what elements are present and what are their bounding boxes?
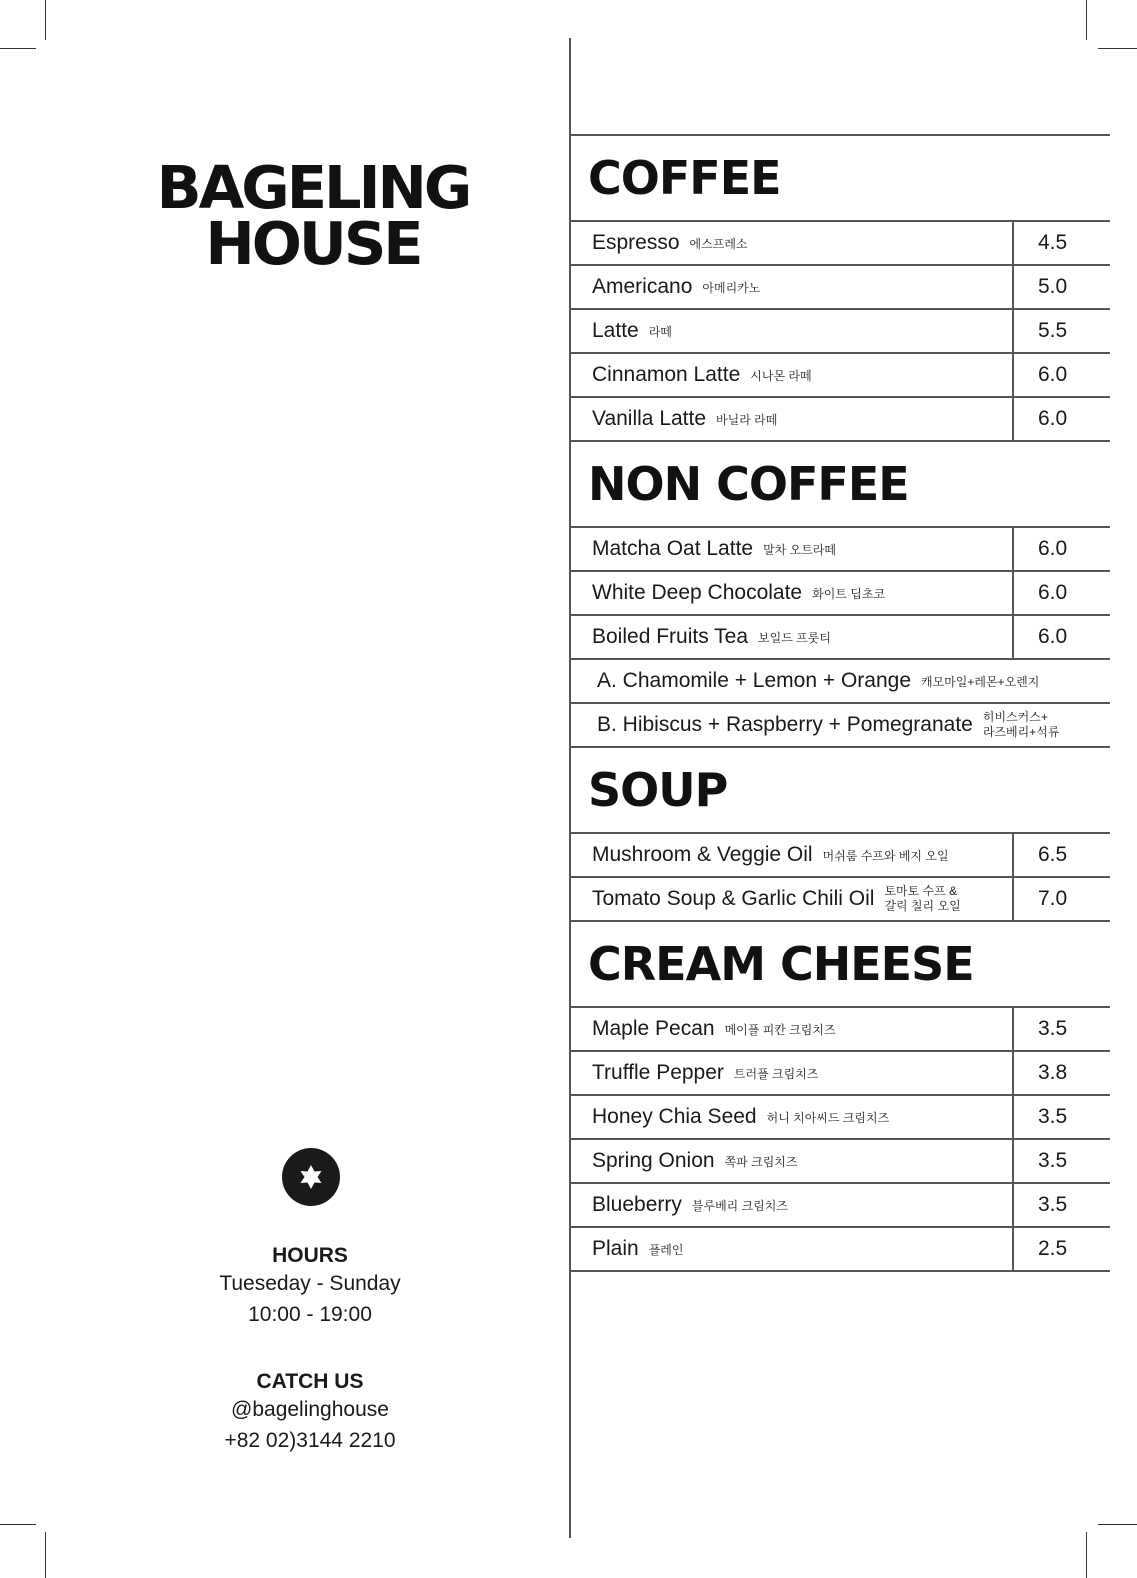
menu-board bbox=[570, 134, 1110, 1272]
menu-item-name: Mushroom & Veggie Oil bbox=[592, 843, 813, 866]
menu-item-name-cell bbox=[570, 398, 1014, 440]
menu-option-name-cell bbox=[570, 704, 1110, 746]
menu-item-name-cell bbox=[570, 1096, 1014, 1138]
menu-item-korean: 블루베리 크림치즈 bbox=[691, 1198, 788, 1213]
menu-item-row bbox=[570, 1184, 1110, 1228]
category-header bbox=[570, 922, 1110, 1008]
menu-item-korean: 시나몬 라떼 bbox=[750, 368, 812, 383]
menu-item-name-cell bbox=[570, 354, 1014, 396]
menu-item-korean-line-1: 토마토 수프 & bbox=[884, 884, 958, 898]
star-icon bbox=[296, 1162, 326, 1192]
menu-item-row bbox=[570, 266, 1110, 310]
crop-mark bbox=[1086, 1532, 1087, 1578]
menu-item-row bbox=[570, 572, 1110, 616]
menu-item-price: 6.0 bbox=[1038, 407, 1068, 430]
menu-item-name-cell bbox=[570, 572, 1014, 614]
menu-item-korean: 머쉬룸 수프와 베지 오일 bbox=[822, 848, 949, 863]
menu-item-name-cell bbox=[570, 266, 1014, 308]
menu-item-price: 6.0 bbox=[1038, 537, 1068, 560]
hours-title: HOURS bbox=[272, 1244, 348, 1267]
menu-item-name: Boiled Fruits Tea bbox=[592, 625, 749, 648]
menu-item-korean: 플레인 bbox=[648, 1242, 684, 1257]
category-title: SOUP bbox=[588, 763, 728, 817]
menu-item-row bbox=[570, 398, 1110, 442]
menu-item-korean: 아메리카노 bbox=[702, 280, 761, 295]
menu-option-korean-line-1: 히비스커스+ bbox=[982, 710, 1048, 724]
menu-item-name-cell bbox=[570, 1052, 1014, 1094]
menu-item-price: 6.5 bbox=[1038, 843, 1068, 866]
menu-item-korean: 말차 오트라떼 bbox=[763, 542, 836, 557]
menu-item-korean: 라떼 bbox=[648, 324, 672, 339]
menu-option-name: B. Hibiscus + Raspberry + Pomegranate bbox=[597, 713, 973, 736]
menu-item-korean: 화이트 딥초코 bbox=[812, 586, 886, 601]
menu-item-name: Blueberry bbox=[592, 1193, 682, 1216]
menu-item-korean: 메이플 피칸 크림치즈 bbox=[724, 1022, 836, 1037]
menu-item-price: 3.5 bbox=[1038, 1017, 1068, 1040]
menu-item-name-cell bbox=[570, 528, 1014, 570]
menu-item-price: 6.0 bbox=[1038, 625, 1068, 648]
category-title: COFFEE bbox=[588, 151, 781, 205]
menu-item-name: Truffle Pepper bbox=[592, 1061, 724, 1084]
crop-mark bbox=[45, 0, 46, 40]
menu-option-korean: 캐모마일+레몬+오렌지 bbox=[921, 674, 1040, 689]
category-title: CREAM CHEESE bbox=[588, 937, 974, 991]
contact-title: CATCH US bbox=[256, 1370, 364, 1393]
menu-item-price: 5.0 bbox=[1038, 275, 1068, 298]
menu-item-name-cell bbox=[570, 878, 1014, 920]
menu-item-name: White Deep Chocolate bbox=[592, 581, 803, 604]
phone-number[interactable]: +82 02)3144 2210 bbox=[224, 1429, 396, 1452]
menu-item-price: 7.0 bbox=[1038, 887, 1068, 910]
menu-item-row bbox=[570, 1228, 1110, 1272]
menu-item-row bbox=[570, 528, 1110, 572]
menu-item-name: Americano bbox=[592, 275, 693, 298]
menu-item-price: 4.5 bbox=[1038, 231, 1068, 254]
hours-block bbox=[140, 1244, 480, 1330]
category-header bbox=[570, 134, 1110, 222]
menu-item-row bbox=[570, 1096, 1110, 1140]
menu-item-name-cell bbox=[570, 834, 1014, 876]
menu-item-price: 3.5 bbox=[1038, 1149, 1068, 1172]
menu-item-name: Spring Onion bbox=[592, 1149, 715, 1172]
menu-item-name-cell bbox=[570, 222, 1014, 264]
category-header bbox=[570, 748, 1110, 834]
menu-item-name-cell bbox=[570, 1228, 1014, 1270]
menu-item-row bbox=[570, 616, 1110, 660]
category-header bbox=[570, 442, 1110, 528]
menu-item-name-cell bbox=[570, 310, 1014, 352]
crop-mark bbox=[1098, 48, 1137, 49]
menu-option-row bbox=[570, 704, 1110, 748]
hours-time: 10:00 - 19:00 bbox=[248, 1303, 372, 1326]
menu-item-korean: 바닐라 라떼 bbox=[716, 412, 778, 427]
menu-item-price: 2.5 bbox=[1038, 1237, 1068, 1260]
menu-item-row bbox=[570, 222, 1110, 266]
menu-item-name-cell bbox=[570, 1140, 1014, 1182]
menu-item-name: Latte bbox=[592, 319, 639, 342]
menu-item-name: Matcha Oat Latte bbox=[592, 537, 754, 560]
crop-mark bbox=[0, 1524, 36, 1525]
menu-item-price: 6.0 bbox=[1038, 581, 1068, 604]
menu-item-price: 6.0 bbox=[1038, 363, 1068, 386]
menu-item-name: Tomato Soup & Garlic Chili Oil bbox=[592, 887, 875, 910]
menu-item-name: Maple Pecan bbox=[592, 1017, 715, 1040]
menu-item-name-cell bbox=[570, 1184, 1014, 1226]
menu-item-korean: 보일드 프룻티 bbox=[758, 630, 831, 645]
crop-mark bbox=[0, 48, 36, 49]
menu-item-row bbox=[570, 834, 1110, 878]
menu-item-korean: 트러플 크림치즈 bbox=[733, 1066, 819, 1081]
category-title: NON COFFEE bbox=[588, 457, 909, 511]
menu-item-row bbox=[570, 1052, 1110, 1096]
menu-option-korean bbox=[983, 710, 1060, 740]
menu-option-korean-line-2: 라즈베리+석류 bbox=[982, 725, 1060, 739]
brand-logo bbox=[148, 153, 478, 278]
instagram-handle[interactable]: @bagelinghouse bbox=[231, 1398, 389, 1421]
contact-block bbox=[140, 1370, 480, 1456]
menu-item-korean: 쪽파 크림치즈 bbox=[724, 1154, 798, 1169]
brand-line-2: HOUSE bbox=[205, 209, 421, 278]
menu-item-name: Vanilla Latte bbox=[592, 407, 707, 430]
menu-item-name: Plain bbox=[592, 1237, 639, 1260]
menu-item-korean bbox=[884, 884, 960, 914]
menu-item-price: 3.8 bbox=[1038, 1061, 1068, 1084]
menu-item-row bbox=[570, 310, 1110, 354]
menu-item-name: Honey Chia Seed bbox=[592, 1105, 757, 1128]
menu-item-price: 3.5 bbox=[1038, 1105, 1068, 1128]
menu-item-korean: 허니 치아씨드 크림치즈 bbox=[766, 1110, 890, 1125]
logo-badge bbox=[282, 1148, 340, 1206]
menu-option-name-cell bbox=[570, 660, 1110, 702]
crop-mark bbox=[1086, 0, 1087, 40]
menu-item-korean-line-2: 갈릭 칠리 오일 bbox=[884, 899, 961, 913]
menu-item-korean: 에스프레소 bbox=[689, 236, 748, 251]
brand-line-1: BAGELING bbox=[156, 153, 470, 222]
menu-item-name: Cinnamon Latte bbox=[592, 363, 741, 386]
menu-item-row bbox=[570, 878, 1110, 922]
menu-item-name-cell bbox=[570, 1008, 1014, 1050]
menu-item-row bbox=[570, 354, 1110, 398]
hours-days: Tueseday - Sunday bbox=[219, 1272, 401, 1295]
crop-mark bbox=[45, 1532, 46, 1578]
menu-item-name-cell bbox=[570, 616, 1014, 658]
menu-option-row bbox=[570, 660, 1110, 704]
menu-item-price: 3.5 bbox=[1038, 1193, 1068, 1216]
menu-item-name: Espresso bbox=[592, 231, 680, 254]
crop-mark bbox=[1098, 1524, 1137, 1525]
menu-item-row bbox=[570, 1008, 1110, 1052]
menu-item-row bbox=[570, 1140, 1110, 1184]
menu-option-name: A. Chamomile + Lemon + Orange bbox=[597, 669, 911, 692]
menu-item-price: 5.5 bbox=[1038, 319, 1068, 342]
